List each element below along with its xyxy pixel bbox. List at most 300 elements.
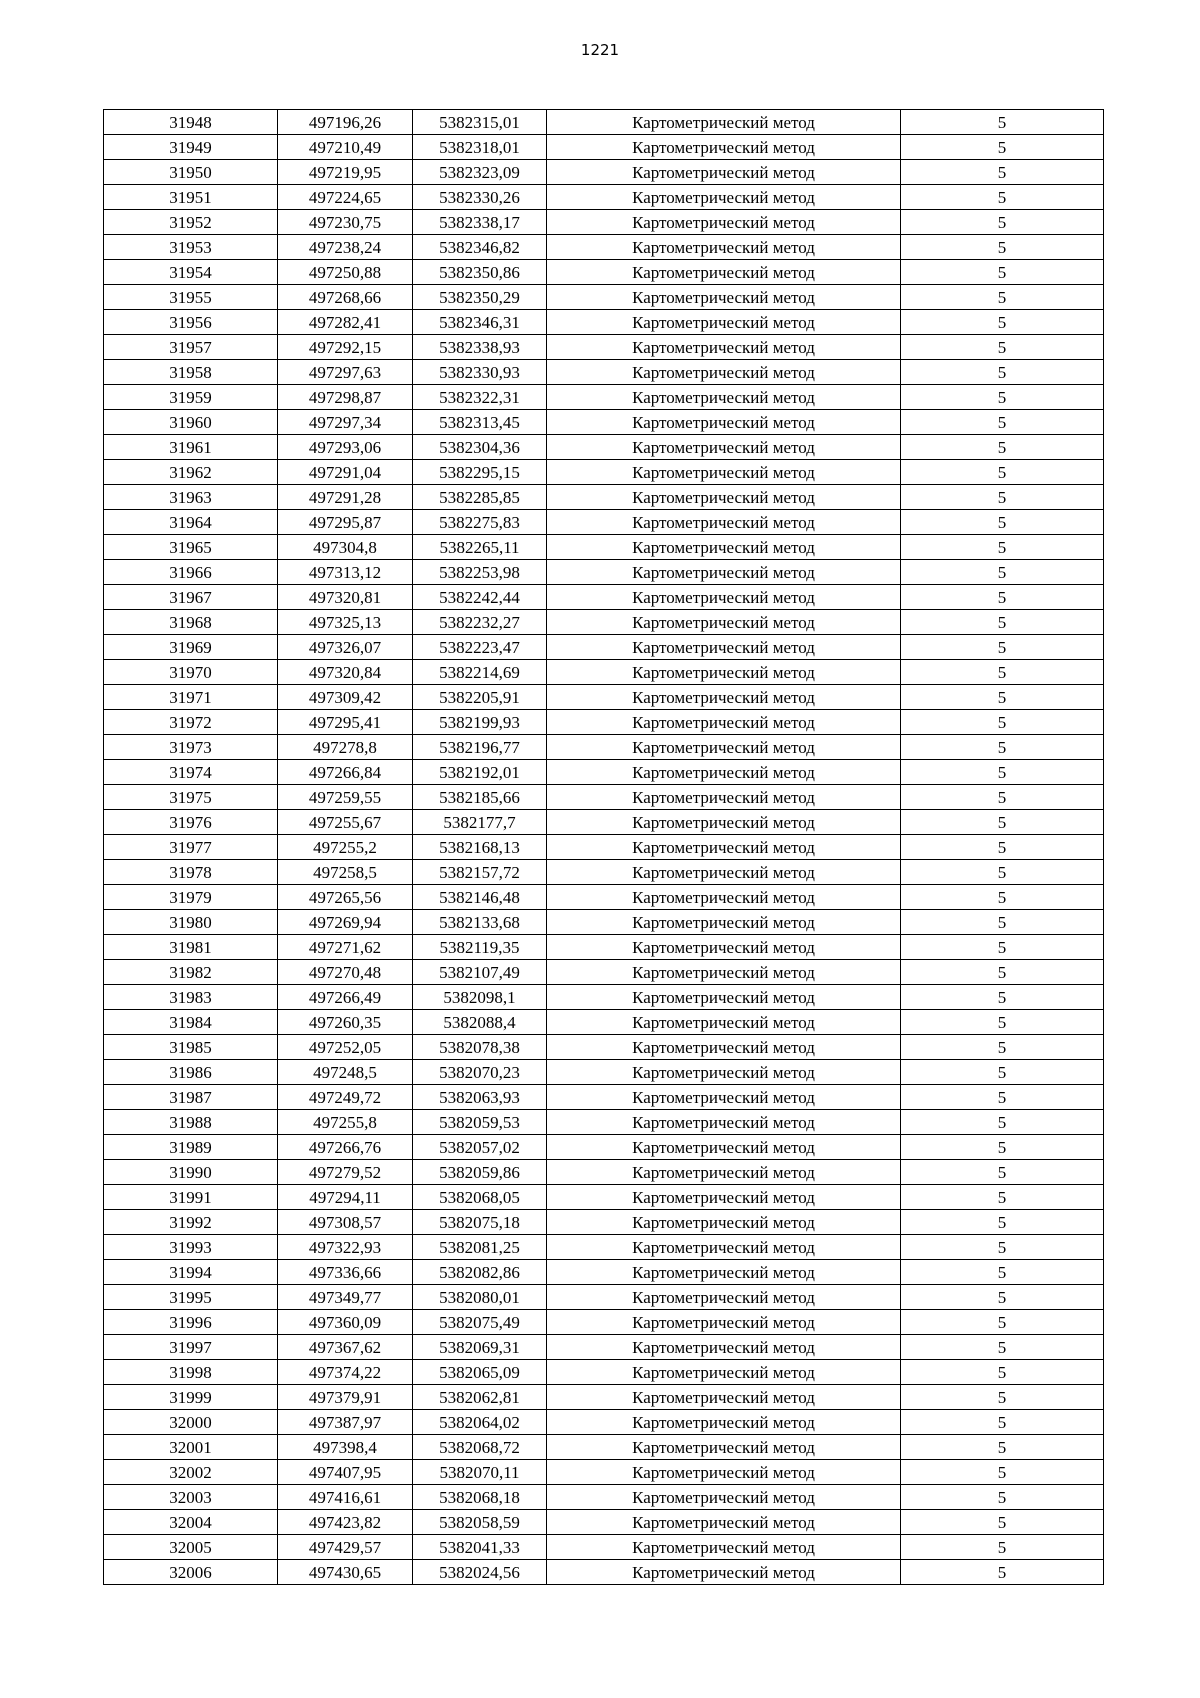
- method-cell: Картометрический метод: [547, 535, 901, 560]
- method-cell: Картометрический метод: [547, 860, 901, 885]
- x-coordinate-cell: 497429,57: [278, 1535, 413, 1560]
- table-row: [104, 135, 1104, 160]
- point-number-cell: 31981: [104, 935, 278, 960]
- table-row: [104, 485, 1104, 510]
- method-cell: Картометрический метод: [547, 510, 901, 535]
- point-number-cell: 31970: [104, 660, 278, 685]
- method-cell: Картометрический метод: [547, 1310, 901, 1335]
- method-cell: Картометрический метод: [547, 1460, 901, 1485]
- point-number-cell: 32001: [104, 1435, 278, 1460]
- accuracy-cell: 5: [901, 1485, 1104, 1510]
- accuracy-cell: 5: [901, 1285, 1104, 1310]
- table-row: [104, 885, 1104, 910]
- accuracy-cell: 5: [901, 660, 1104, 685]
- point-number-cell: 31963: [104, 485, 278, 510]
- accuracy-cell: 5: [901, 885, 1104, 910]
- point-number-cell: 31988: [104, 1110, 278, 1135]
- accuracy-cell: 5: [901, 385, 1104, 410]
- x-coordinate-cell: 497258,5: [278, 860, 413, 885]
- x-coordinate-cell: 497210,49: [278, 135, 413, 160]
- point-number-cell: 31983: [104, 985, 278, 1010]
- y-coordinate-cell: 5382107,49: [413, 960, 547, 985]
- point-number-cell: 31961: [104, 435, 278, 460]
- accuracy-cell: 5: [901, 460, 1104, 485]
- x-coordinate-cell: 497196,26: [278, 110, 413, 135]
- accuracy-cell: 5: [901, 635, 1104, 660]
- y-coordinate-cell: 5382223,47: [413, 635, 547, 660]
- x-coordinate-cell: 497259,55: [278, 785, 413, 810]
- x-coordinate-cell: 497298,87: [278, 385, 413, 410]
- y-coordinate-cell: 5382253,98: [413, 560, 547, 585]
- point-number-cell: 31971: [104, 685, 278, 710]
- method-cell: Картометрический метод: [547, 1485, 901, 1510]
- y-coordinate-cell: 5382177,7: [413, 810, 547, 835]
- x-coordinate-cell: 497265,56: [278, 885, 413, 910]
- method-cell: Картометрический метод: [547, 560, 901, 585]
- point-number-cell: 31948: [104, 110, 278, 135]
- y-coordinate-cell: 5382232,27: [413, 610, 547, 635]
- table-row: [104, 1435, 1104, 1460]
- table-row: [104, 1110, 1104, 1135]
- point-number-cell: 31999: [104, 1385, 278, 1410]
- point-number-cell: 32000: [104, 1410, 278, 1435]
- y-coordinate-cell: 5382098,1: [413, 985, 547, 1010]
- y-coordinate-cell: 5382285,85: [413, 485, 547, 510]
- method-cell: Картометрический метод: [547, 810, 901, 835]
- table-row: [104, 785, 1104, 810]
- table-row: [104, 210, 1104, 235]
- point-number-cell: 31986: [104, 1060, 278, 1085]
- table-row: [104, 1010, 1104, 1035]
- x-coordinate-cell: 497293,06: [278, 435, 413, 460]
- table-row: [104, 610, 1104, 635]
- point-number-cell: 31992: [104, 1210, 278, 1235]
- method-cell: Картометрический метод: [547, 1085, 901, 1110]
- y-coordinate-cell: 5382068,05: [413, 1185, 547, 1210]
- table-row: [104, 460, 1104, 485]
- x-coordinate-cell: 497367,62: [278, 1335, 413, 1360]
- method-cell: Картометрический метод: [547, 1560, 901, 1585]
- method-cell: Картометрический метод: [547, 1160, 901, 1185]
- y-coordinate-cell: 5382133,68: [413, 910, 547, 935]
- accuracy-cell: 5: [901, 1210, 1104, 1235]
- y-coordinate-cell: 5382024,56: [413, 1560, 547, 1585]
- table-row: [104, 110, 1104, 135]
- point-number-cell: 31953: [104, 235, 278, 260]
- accuracy-cell: 5: [901, 485, 1104, 510]
- y-coordinate-cell: 5382199,93: [413, 710, 547, 735]
- method-cell: Картометрический метод: [547, 610, 901, 635]
- table-row: [104, 1360, 1104, 1385]
- method-cell: Картометрический метод: [547, 1185, 901, 1210]
- point-number-cell: 32005: [104, 1535, 278, 1560]
- y-coordinate-cell: 5382080,01: [413, 1285, 547, 1310]
- y-coordinate-cell: 5382069,31: [413, 1335, 547, 1360]
- accuracy-cell: 5: [901, 1410, 1104, 1435]
- y-coordinate-cell: 5382068,18: [413, 1485, 547, 1510]
- method-cell: Картометрический метод: [547, 360, 901, 385]
- accuracy-cell: 5: [901, 1235, 1104, 1260]
- method-cell: Картометрический метод: [547, 1360, 901, 1385]
- y-coordinate-cell: 5382313,45: [413, 410, 547, 435]
- y-coordinate-cell: 5382065,09: [413, 1360, 547, 1385]
- accuracy-cell: 5: [901, 1085, 1104, 1110]
- x-coordinate-cell: 497269,94: [278, 910, 413, 935]
- method-cell: Картометрический метод: [547, 435, 901, 460]
- y-coordinate-cell: 5382304,36: [413, 435, 547, 460]
- point-number-cell: 31962: [104, 460, 278, 485]
- x-coordinate-cell: 497266,76: [278, 1135, 413, 1160]
- x-coordinate-cell: 497326,07: [278, 635, 413, 660]
- point-number-cell: 31979: [104, 885, 278, 910]
- y-coordinate-cell: 5382068,72: [413, 1435, 547, 1460]
- x-coordinate-cell: 497379,91: [278, 1385, 413, 1410]
- table-row: [104, 1335, 1104, 1360]
- table-row: [104, 910, 1104, 935]
- table-row: [104, 510, 1104, 535]
- table-row: [104, 335, 1104, 360]
- accuracy-cell: 5: [901, 760, 1104, 785]
- accuracy-cell: 5: [901, 1360, 1104, 1385]
- x-coordinate-cell: 497252,05: [278, 1035, 413, 1060]
- coordinates-table: [103, 109, 1104, 1585]
- accuracy-cell: 5: [901, 1535, 1104, 1560]
- x-coordinate-cell: 497291,04: [278, 460, 413, 485]
- y-coordinate-cell: 5382350,86: [413, 260, 547, 285]
- x-coordinate-cell: 497297,34: [278, 410, 413, 435]
- x-coordinate-cell: 497309,42: [278, 685, 413, 710]
- coordinates-table-body: [104, 110, 1104, 1585]
- x-coordinate-cell: 497297,63: [278, 360, 413, 385]
- method-cell: Картометрический метод: [547, 1235, 901, 1260]
- method-cell: Картометрический метод: [547, 460, 901, 485]
- table-row: [104, 1235, 1104, 1260]
- method-cell: Картометрический метод: [547, 660, 901, 685]
- accuracy-cell: 5: [901, 1435, 1104, 1460]
- x-coordinate-cell: 497255,8: [278, 1110, 413, 1135]
- method-cell: Картометрический метод: [547, 285, 901, 310]
- method-cell: Картометрический метод: [547, 760, 901, 785]
- y-coordinate-cell: 5382330,26: [413, 185, 547, 210]
- accuracy-cell: 5: [901, 560, 1104, 585]
- table-row: [104, 360, 1104, 385]
- y-coordinate-cell: 5382078,38: [413, 1035, 547, 1060]
- accuracy-cell: 5: [901, 310, 1104, 335]
- table-row: [104, 260, 1104, 285]
- x-coordinate-cell: 497294,11: [278, 1185, 413, 1210]
- y-coordinate-cell: 5382157,72: [413, 860, 547, 885]
- method-cell: Картометрический метод: [547, 1285, 901, 1310]
- accuracy-cell: 5: [901, 1160, 1104, 1185]
- table-row: [104, 535, 1104, 560]
- point-number-cell: 31959: [104, 385, 278, 410]
- point-number-cell: 31965: [104, 535, 278, 560]
- accuracy-cell: 5: [901, 685, 1104, 710]
- point-number-cell: 31987: [104, 1085, 278, 1110]
- method-cell: Картометрический метод: [547, 235, 901, 260]
- point-number-cell: 31997: [104, 1335, 278, 1360]
- method-cell: Картометрический метод: [547, 1060, 901, 1085]
- method-cell: Картометрический метод: [547, 1135, 901, 1160]
- table-row: [104, 585, 1104, 610]
- accuracy-cell: 5: [901, 1110, 1104, 1135]
- accuracy-cell: 5: [901, 835, 1104, 860]
- table-row: [104, 185, 1104, 210]
- point-number-cell: 31956: [104, 310, 278, 335]
- x-coordinate-cell: 497295,41: [278, 710, 413, 735]
- accuracy-cell: 5: [901, 1060, 1104, 1085]
- method-cell: Картометрический метод: [547, 210, 901, 235]
- method-cell: Картометрический метод: [547, 335, 901, 360]
- method-cell: Картометрический метод: [547, 1385, 901, 1410]
- method-cell: Картометрический метод: [547, 310, 901, 335]
- table-row: [104, 1185, 1104, 1210]
- point-number-cell: 31975: [104, 785, 278, 810]
- accuracy-cell: 5: [901, 1010, 1104, 1035]
- method-cell: Картометрический метод: [547, 910, 901, 935]
- accuracy-cell: 5: [901, 1460, 1104, 1485]
- point-number-cell: 31996: [104, 1310, 278, 1335]
- x-coordinate-cell: 497266,49: [278, 985, 413, 1010]
- method-cell: Картометрический метод: [547, 485, 901, 510]
- accuracy-cell: 5: [901, 1035, 1104, 1060]
- y-coordinate-cell: 5382070,23: [413, 1060, 547, 1085]
- table-row: [104, 410, 1104, 435]
- y-coordinate-cell: 5382318,01: [413, 135, 547, 160]
- table-row: [104, 160, 1104, 185]
- x-coordinate-cell: 497279,52: [278, 1160, 413, 1185]
- method-cell: Картометрический метод: [547, 1435, 901, 1460]
- point-number-cell: 31991: [104, 1185, 278, 1210]
- x-coordinate-cell: 497336,66: [278, 1260, 413, 1285]
- y-coordinate-cell: 5382315,01: [413, 110, 547, 135]
- method-cell: Картометрический метод: [547, 1410, 901, 1435]
- y-coordinate-cell: 5382062,81: [413, 1385, 547, 1410]
- table-row: [104, 1535, 1104, 1560]
- table-row: [104, 1285, 1104, 1310]
- y-coordinate-cell: 5382119,35: [413, 935, 547, 960]
- y-coordinate-cell: 5382205,91: [413, 685, 547, 710]
- point-number-cell: 31954: [104, 260, 278, 285]
- point-number-cell: 31995: [104, 1285, 278, 1310]
- table-row: [104, 960, 1104, 985]
- x-coordinate-cell: 497398,4: [278, 1435, 413, 1460]
- accuracy-cell: 5: [901, 1310, 1104, 1335]
- x-coordinate-cell: 497248,5: [278, 1060, 413, 1085]
- x-coordinate-cell: 497374,22: [278, 1360, 413, 1385]
- table-row: [104, 1035, 1104, 1060]
- accuracy-cell: 5: [901, 1385, 1104, 1410]
- y-coordinate-cell: 5382196,77: [413, 735, 547, 760]
- method-cell: Картометрический метод: [547, 1210, 901, 1235]
- point-number-cell: 31955: [104, 285, 278, 310]
- method-cell: Картометрический метод: [547, 1010, 901, 1035]
- x-coordinate-cell: 497224,65: [278, 185, 413, 210]
- y-coordinate-cell: 5382041,33: [413, 1535, 547, 1560]
- method-cell: Картометрический метод: [547, 1535, 901, 1560]
- x-coordinate-cell: 497255,2: [278, 835, 413, 860]
- x-coordinate-cell: 497387,97: [278, 1410, 413, 1435]
- y-coordinate-cell: 5382295,15: [413, 460, 547, 485]
- point-number-cell: 31973: [104, 735, 278, 760]
- table-row: [104, 710, 1104, 735]
- y-coordinate-cell: 5382082,86: [413, 1260, 547, 1285]
- x-coordinate-cell: 497271,62: [278, 935, 413, 960]
- y-coordinate-cell: 5382338,17: [413, 210, 547, 235]
- method-cell: Картометрический метод: [547, 835, 901, 860]
- method-cell: Картометрический метод: [547, 160, 901, 185]
- y-coordinate-cell: 5382323,09: [413, 160, 547, 185]
- method-cell: Картометрический метод: [547, 585, 901, 610]
- accuracy-cell: 5: [901, 285, 1104, 310]
- accuracy-cell: 5: [901, 1560, 1104, 1585]
- point-number-cell: 31969: [104, 635, 278, 660]
- point-number-cell: 31966: [104, 560, 278, 585]
- point-number-cell: 31994: [104, 1260, 278, 1285]
- table-row: [104, 1210, 1104, 1235]
- y-coordinate-cell: 5382242,44: [413, 585, 547, 610]
- y-coordinate-cell: 5382330,93: [413, 360, 547, 385]
- table-row: [104, 1385, 1104, 1410]
- point-number-cell: 31990: [104, 1160, 278, 1185]
- y-coordinate-cell: 5382059,86: [413, 1160, 547, 1185]
- table-row: [104, 685, 1104, 710]
- y-coordinate-cell: 5382075,18: [413, 1210, 547, 1235]
- method-cell: Картометрический метод: [547, 1110, 901, 1135]
- table-row: [104, 235, 1104, 260]
- accuracy-cell: 5: [901, 135, 1104, 160]
- y-coordinate-cell: 5382168,13: [413, 835, 547, 860]
- accuracy-cell: 5: [901, 535, 1104, 560]
- point-number-cell: 32004: [104, 1510, 278, 1535]
- accuracy-cell: 5: [901, 360, 1104, 385]
- point-number-cell: 31980: [104, 910, 278, 935]
- accuracy-cell: 5: [901, 935, 1104, 960]
- table-row: [104, 1310, 1104, 1335]
- y-coordinate-cell: 5382081,25: [413, 1235, 547, 1260]
- method-cell: Картометрический метод: [547, 1335, 901, 1360]
- accuracy-cell: 5: [901, 110, 1104, 135]
- y-coordinate-cell: 5382350,29: [413, 285, 547, 310]
- x-coordinate-cell: 497320,84: [278, 660, 413, 685]
- y-coordinate-cell: 5382088,4: [413, 1010, 547, 1035]
- point-number-cell: 31982: [104, 960, 278, 985]
- accuracy-cell: 5: [901, 1185, 1104, 1210]
- table-row: [104, 735, 1104, 760]
- table-row: [104, 1260, 1104, 1285]
- accuracy-cell: 5: [901, 1135, 1104, 1160]
- table-row: [104, 1460, 1104, 1485]
- table-row: [104, 285, 1104, 310]
- y-coordinate-cell: 5382146,48: [413, 885, 547, 910]
- method-cell: Картометрический метод: [547, 735, 901, 760]
- method-cell: Картометрический метод: [547, 110, 901, 135]
- method-cell: Картометрический метод: [547, 935, 901, 960]
- table-row: [104, 1160, 1104, 1185]
- point-number-cell: 32003: [104, 1485, 278, 1510]
- x-coordinate-cell: 497260,35: [278, 1010, 413, 1035]
- x-coordinate-cell: 497249,72: [278, 1085, 413, 1110]
- point-number-cell: 31964: [104, 510, 278, 535]
- accuracy-cell: 5: [901, 585, 1104, 610]
- point-number-cell: 31967: [104, 585, 278, 610]
- method-cell: Картометрический метод: [547, 1510, 901, 1535]
- table-row: [104, 760, 1104, 785]
- page-number: 1221: [580, 41, 620, 59]
- accuracy-cell: 5: [901, 960, 1104, 985]
- point-number-cell: 31960: [104, 410, 278, 435]
- y-coordinate-cell: 5382070,11: [413, 1460, 547, 1485]
- x-coordinate-cell: 497291,28: [278, 485, 413, 510]
- y-coordinate-cell: 5382192,01: [413, 760, 547, 785]
- x-coordinate-cell: 497416,61: [278, 1485, 413, 1510]
- x-coordinate-cell: 497325,13: [278, 610, 413, 635]
- x-coordinate-cell: 497430,65: [278, 1560, 413, 1585]
- y-coordinate-cell: 5382214,69: [413, 660, 547, 685]
- accuracy-cell: 5: [901, 435, 1104, 460]
- table-row: [104, 1135, 1104, 1160]
- x-coordinate-cell: 497295,87: [278, 510, 413, 535]
- table-row: [104, 435, 1104, 460]
- x-coordinate-cell: 497349,77: [278, 1285, 413, 1310]
- y-coordinate-cell: 5382346,82: [413, 235, 547, 260]
- accuracy-cell: 5: [901, 785, 1104, 810]
- accuracy-cell: 5: [901, 610, 1104, 635]
- x-coordinate-cell: 497268,66: [278, 285, 413, 310]
- point-number-cell: 31952: [104, 210, 278, 235]
- x-coordinate-cell: 497278,8: [278, 735, 413, 760]
- accuracy-cell: 5: [901, 210, 1104, 235]
- table-row: [104, 385, 1104, 410]
- table-row: [104, 660, 1104, 685]
- y-coordinate-cell: 5382185,66: [413, 785, 547, 810]
- y-coordinate-cell: 5382075,49: [413, 1310, 547, 1335]
- accuracy-cell: 5: [901, 985, 1104, 1010]
- x-coordinate-cell: 497250,88: [278, 260, 413, 285]
- y-coordinate-cell: 5382057,02: [413, 1135, 547, 1160]
- x-coordinate-cell: 497255,67: [278, 810, 413, 835]
- y-coordinate-cell: 5382275,83: [413, 510, 547, 535]
- accuracy-cell: 5: [901, 185, 1104, 210]
- table-row: [104, 835, 1104, 860]
- point-number-cell: 31957: [104, 335, 278, 360]
- y-coordinate-cell: 5382063,93: [413, 1085, 547, 1110]
- x-coordinate-cell: 497230,75: [278, 210, 413, 235]
- method-cell: Картометрический метод: [547, 260, 901, 285]
- table-row: [104, 560, 1104, 585]
- table-row: [104, 310, 1104, 335]
- point-number-cell: 31978: [104, 860, 278, 885]
- point-number-cell: 32006: [104, 1560, 278, 1585]
- method-cell: Картометрический метод: [547, 885, 901, 910]
- x-coordinate-cell: 497320,81: [278, 585, 413, 610]
- accuracy-cell: 5: [901, 1260, 1104, 1285]
- x-coordinate-cell: 497360,09: [278, 1310, 413, 1335]
- table-row: [104, 635, 1104, 660]
- method-cell: Картометрический метод: [547, 410, 901, 435]
- accuracy-cell: 5: [901, 710, 1104, 735]
- point-number-cell: 31974: [104, 760, 278, 785]
- accuracy-cell: 5: [901, 1510, 1104, 1535]
- table-row: [104, 1510, 1104, 1535]
- accuracy-cell: 5: [901, 735, 1104, 760]
- table-row: [104, 1485, 1104, 1510]
- table-row: [104, 985, 1104, 1010]
- accuracy-cell: 5: [901, 235, 1104, 260]
- point-number-cell: 31950: [104, 160, 278, 185]
- method-cell: Картометрический метод: [547, 960, 901, 985]
- x-coordinate-cell: 497313,12: [278, 560, 413, 585]
